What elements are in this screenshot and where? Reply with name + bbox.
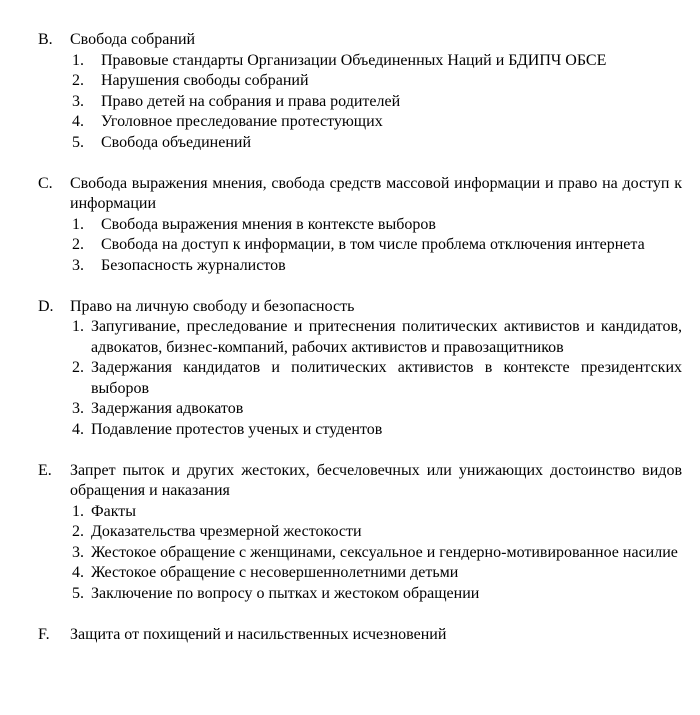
list-item: [0, 358, 700, 399]
section-c: [0, 174, 700, 277]
item-number: 1.: [72, 502, 84, 520]
item-number: 4.: [72, 420, 84, 438]
item-number: 2.: [72, 359, 84, 376]
item-text: Свобода на доступ к информации, в том числе проблема отключения интернета: [101, 236, 645, 253]
item-number: 3.: [72, 92, 84, 110]
item-text: Задержания кандидатов и политических активистов в контексте президентских выборов: [91, 359, 682, 397]
item-number: 3.: [72, 400, 84, 417]
list-item: [0, 317, 700, 358]
item-text: Факты: [91, 502, 137, 520]
list-item: [0, 256, 700, 277]
item-number: 4.: [72, 113, 84, 130]
section-title: Свобода выражения мнения, свобода средств массовой информации и право на доступ к информации: [70, 174, 682, 212]
list-item: [0, 215, 700, 236]
list-item: [0, 71, 700, 92]
item-number: 4.: [72, 564, 84, 581]
item-text: Жестокое обращение с женщинами, сексуальное и гендерно-мотивированное насилие: [91, 543, 678, 561]
item-number: 1.: [72, 318, 84, 335]
item-text: Свобода выражения мнения в контексте выборов: [101, 215, 436, 233]
item-number: 1.: [72, 215, 84, 233]
item-text: Право детей на собрания и права родителей: [101, 92, 401, 110]
item-text: Нарушения свободы собраний: [101, 72, 309, 89]
item-text: Заключение по вопросу о пытках и жестоком обращении: [91, 584, 480, 602]
document-body: [0, 30, 700, 666]
section-title: Запрет пыток и других жестоких, бесчеловечных или унижающих достоинство видов обращения и наказания: [70, 461, 682, 499]
item-number: 5.: [72, 584, 84, 602]
section-b: [0, 30, 700, 153]
list-item: [0, 112, 700, 133]
list-item: [0, 51, 700, 72]
section-letter: C.: [38, 174, 53, 192]
item-number: 2.: [72, 72, 84, 89]
list-item: [0, 543, 700, 564]
item-text: Подавление протестов ученых и студентов: [91, 420, 383, 438]
section-items: [0, 317, 700, 440]
item-text: Жестокое обращение с несовершеннолетними детьми: [91, 564, 459, 581]
section-items: [0, 51, 700, 154]
item-text: Задержания адвокатов: [91, 400, 244, 417]
section-title: Защита от похищений и насильственных исчезновений: [70, 625, 447, 643]
list-item: [0, 92, 700, 113]
item-text: Запугивание, преследование и притеснения политических активистов и кандидатов, адвокатов, бизнес-компаний, рабочих активистов и правозащитников: [91, 318, 682, 356]
section-title: Свобода собраний: [70, 31, 196, 48]
item-number: 3.: [72, 543, 84, 561]
list-item: [0, 584, 700, 605]
section-letter: E.: [38, 461, 52, 479]
section-items: [0, 215, 700, 277]
item-number: 3.: [72, 256, 84, 274]
list-item: [0, 522, 700, 543]
list-item: [0, 502, 700, 523]
item-number: 2.: [72, 236, 84, 253]
list-item: [0, 399, 700, 420]
section-letter: B.: [38, 31, 53, 48]
list-item: [0, 235, 700, 256]
item-number: 2.: [72, 523, 84, 540]
item-number: 1.: [72, 51, 84, 69]
section-letter: F.: [38, 625, 50, 643]
section-letter: D.: [38, 297, 54, 315]
section-title: Право на личную свободу и безопасность: [70, 297, 355, 315]
section-items: [0, 502, 700, 605]
item-text: Доказательства чрезмерной жестокости: [91, 523, 362, 540]
list-item: [0, 420, 700, 441]
item-text: Правовые стандарты Организации Объединенных Наций и БДИПЧ ОБСЕ: [101, 51, 607, 69]
item-text: Безопасность журналистов: [101, 256, 286, 274]
section-e: [0, 461, 700, 605]
item-text: Свобода объединений: [101, 133, 251, 151]
item-text: Уголовное преследование протестующих: [101, 113, 383, 130]
item-number: 5.: [72, 133, 84, 151]
list-item: [0, 563, 700, 584]
list-item: [0, 133, 700, 154]
section-f: [0, 625, 700, 646]
section-d: [0, 297, 700, 441]
